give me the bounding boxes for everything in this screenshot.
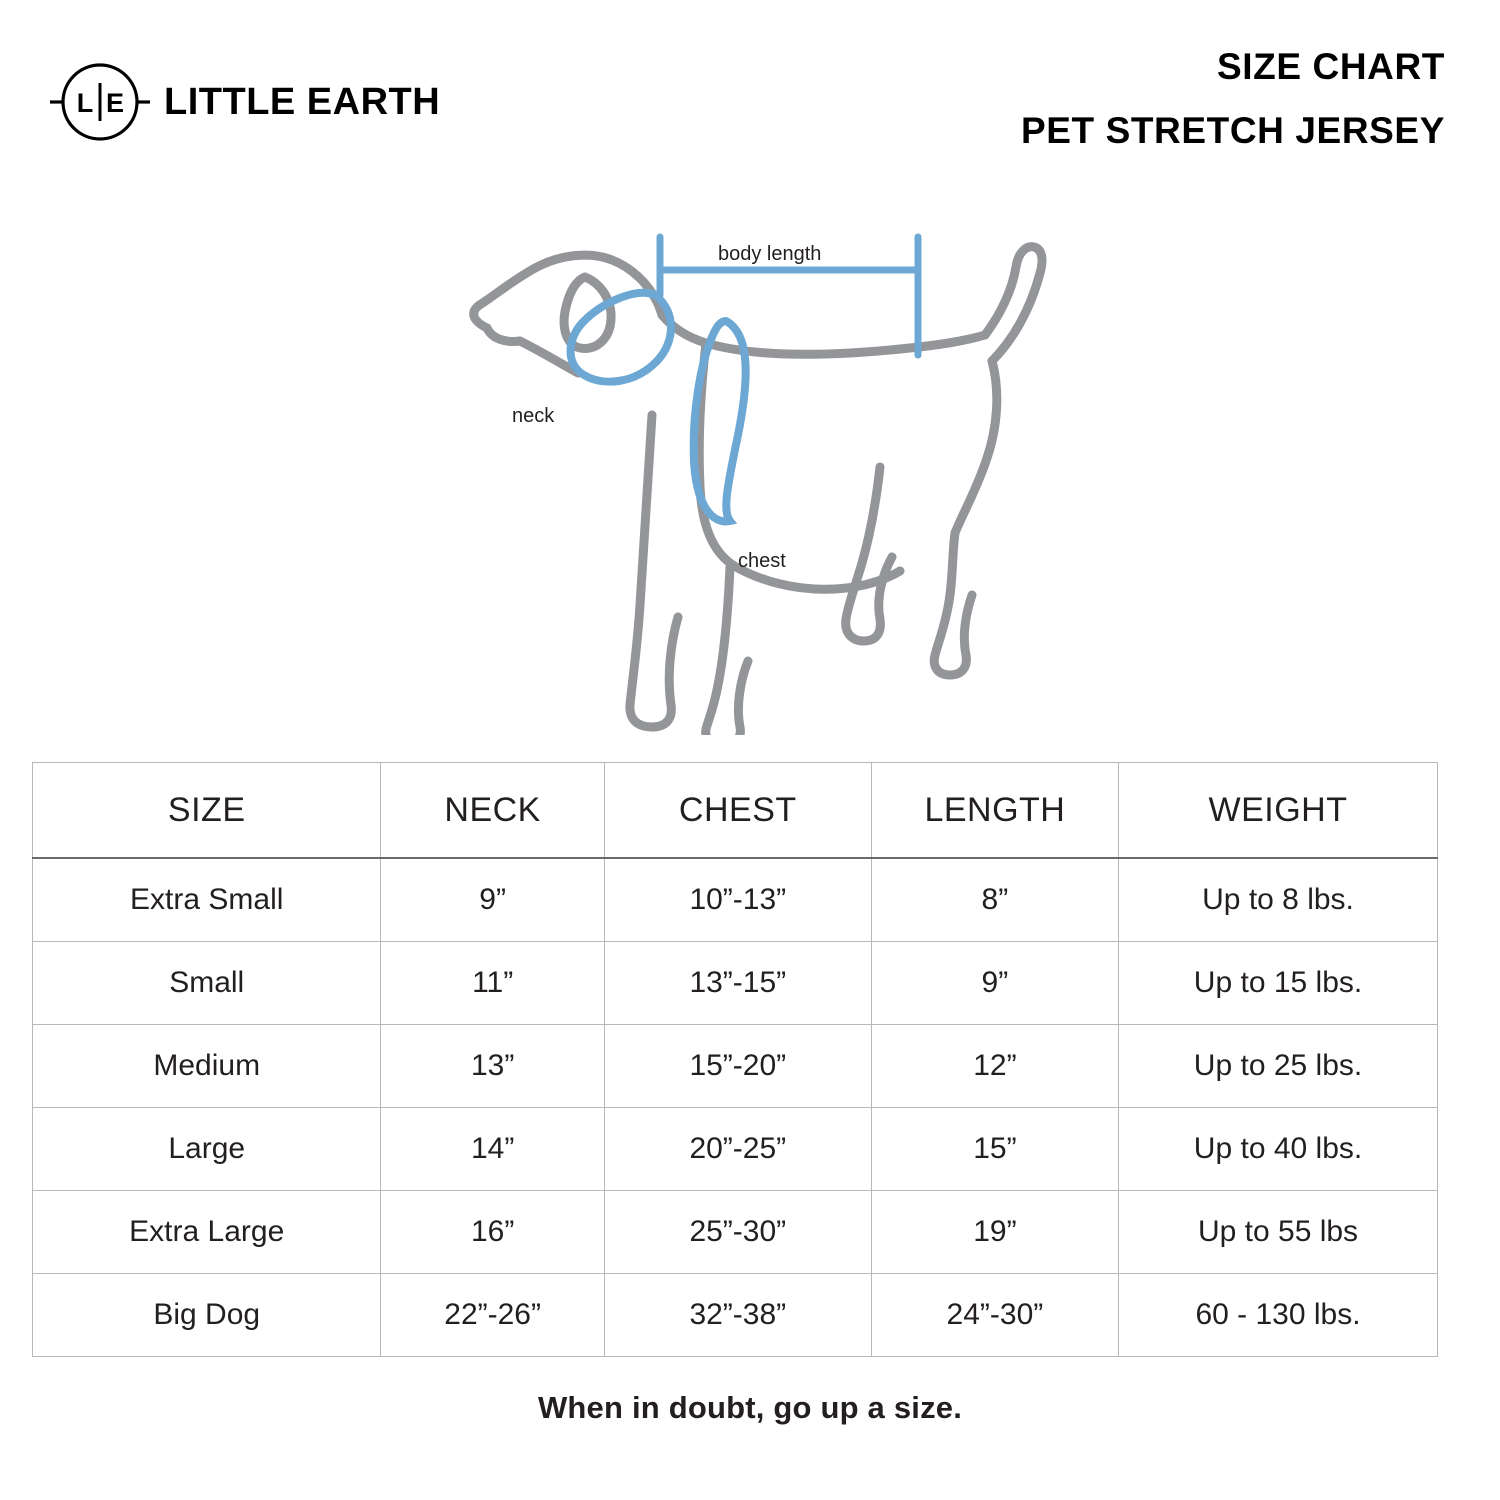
cell-length: 15” (871, 1108, 1118, 1191)
column-header-chest: CHEST (604, 763, 871, 859)
cell-neck: 14” (381, 1108, 604, 1191)
cell-length: 24”-30” (871, 1274, 1118, 1357)
cell-chest: 25”-30” (604, 1191, 871, 1274)
footer-note: When in doubt, go up a size. (537, 1390, 963, 1425)
label-neck: neck (512, 405, 555, 427)
table-row (33, 1191, 1438, 1274)
cell-chest: 13”-15” (604, 942, 871, 1025)
cell-weight: Up to 8 lbs. (1119, 858, 1438, 942)
size-table (32, 762, 1438, 1357)
label-body-length: body length (718, 243, 822, 265)
cell-length: 12” (871, 1025, 1118, 1108)
size-table-container (32, 762, 1438, 1357)
header (50, 42, 1445, 172)
cell-size: Big Dog (33, 1274, 381, 1357)
table-header-row (33, 763, 1438, 859)
cell-neck: 11” (381, 942, 604, 1025)
column-header-neck: NECK (381, 763, 604, 859)
brand-lockup (50, 52, 440, 152)
title-line-1: SIZE CHART (1217, 46, 1445, 87)
cell-size: Extra Small (33, 858, 381, 942)
little-earth-logo-icon (50, 52, 150, 152)
cell-weight: Up to 40 lbs. (1119, 1108, 1438, 1191)
table-row (33, 942, 1438, 1025)
cell-neck: 16” (381, 1191, 604, 1274)
cell-weight: Up to 25 lbs. (1119, 1025, 1438, 1108)
cell-length: 19” (871, 1191, 1118, 1274)
cell-weight: 60 - 130 lbs. (1119, 1274, 1438, 1357)
title-line-2: PET STRETCH JERSEY (1020, 110, 1445, 151)
cell-chest: 15”-20” (604, 1025, 871, 1108)
table-row (33, 1274, 1438, 1357)
cell-length: 9” (871, 942, 1118, 1025)
table-row (33, 858, 1438, 942)
cell-chest: 20”-25” (604, 1108, 871, 1191)
table-row (33, 1108, 1438, 1191)
logo-letter-e: E (105, 88, 125, 118)
column-header-length: LENGTH (871, 763, 1118, 859)
dog-measurement-diagram (0, 215, 1500, 735)
column-header-size: SIZE (33, 763, 381, 859)
dog-silhouette-icon (474, 247, 1042, 735)
measurement-lines (571, 237, 919, 521)
label-chest: chest (738, 550, 786, 572)
cell-length: 8” (871, 858, 1118, 942)
cell-size: Extra Large (33, 1191, 381, 1274)
cell-weight: Up to 55 lbs (1119, 1191, 1438, 1274)
logo-letter-l: L (76, 88, 94, 118)
cell-chest: 10”-13” (604, 858, 871, 942)
table-row (33, 1025, 1438, 1108)
cell-neck: 22”-26” (381, 1274, 604, 1357)
cell-chest: 32”-38” (604, 1274, 871, 1357)
page-title (1021, 46, 1445, 152)
brand-name: LITTLE EARTH (164, 80, 441, 123)
cell-neck: 9” (381, 858, 604, 942)
cell-neck: 13” (381, 1025, 604, 1108)
cell-size: Large (33, 1108, 381, 1191)
cell-weight: Up to 15 lbs. (1119, 942, 1438, 1025)
cell-size: Medium (33, 1025, 381, 1108)
column-header-weight: WEIGHT (1119, 763, 1438, 859)
cell-size: Small (33, 942, 381, 1025)
